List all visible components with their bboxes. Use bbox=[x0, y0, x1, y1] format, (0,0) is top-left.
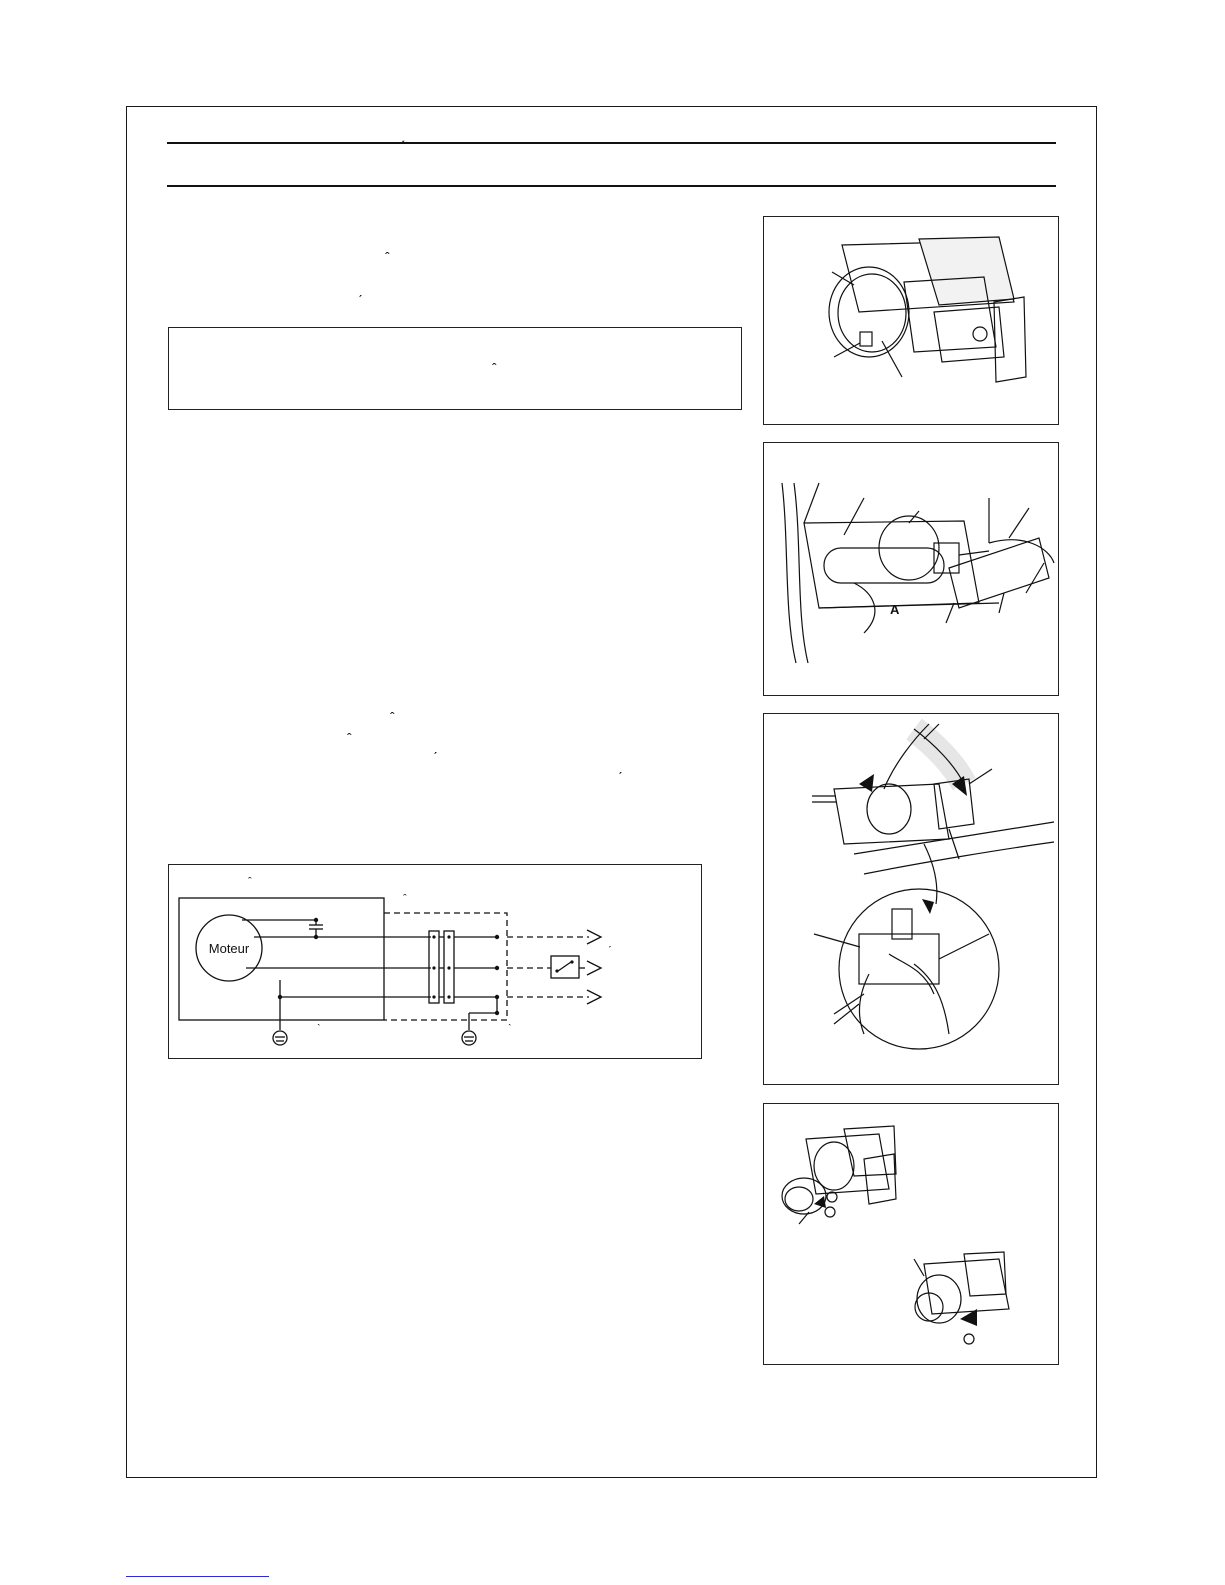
figure-1-illustration bbox=[764, 217, 1059, 425]
svg-text:ˋ: ˋ bbox=[508, 1023, 512, 1035]
figure-2 bbox=[763, 442, 1059, 696]
text-accent-mark: ˆ bbox=[492, 360, 497, 376]
wiring-diagram bbox=[168, 864, 702, 1059]
svg-text:ˋ: ˋ bbox=[317, 1023, 321, 1035]
figure-1 bbox=[763, 216, 1059, 425]
text-accent-mark: ˊ bbox=[618, 769, 623, 785]
text-accent-mark: ˆ bbox=[390, 709, 395, 725]
figure-2-label-a: A bbox=[890, 602, 900, 617]
text-accent-mark: ˆ bbox=[385, 249, 390, 265]
wiring-schematic bbox=[169, 865, 703, 1060]
motor-label: Moteur bbox=[208, 941, 250, 956]
header-accent-mark: ˊ bbox=[400, 138, 406, 157]
text-accent-mark: ˊ bbox=[358, 292, 363, 308]
text-accent-mark: ˊ bbox=[433, 749, 438, 765]
svg-text:ˆ: ˆ bbox=[403, 893, 407, 905]
header-rule-bottom bbox=[167, 185, 1056, 187]
figure-3-illustration bbox=[764, 714, 1059, 1085]
figure-4 bbox=[763, 1103, 1059, 1365]
footer-link-underline[interactable] bbox=[126, 1576, 269, 1577]
figure-4-illustration bbox=[764, 1104, 1059, 1365]
svg-text:ˊ: ˊ bbox=[608, 945, 612, 957]
caution-box bbox=[168, 327, 742, 410]
header-rule-top bbox=[167, 142, 1056, 144]
svg-text:ˆ: ˆ bbox=[248, 876, 252, 888]
text-accent-mark: ˆ bbox=[347, 730, 352, 746]
figure-2-illustration bbox=[764, 443, 1059, 696]
figure-3 bbox=[763, 713, 1059, 1085]
